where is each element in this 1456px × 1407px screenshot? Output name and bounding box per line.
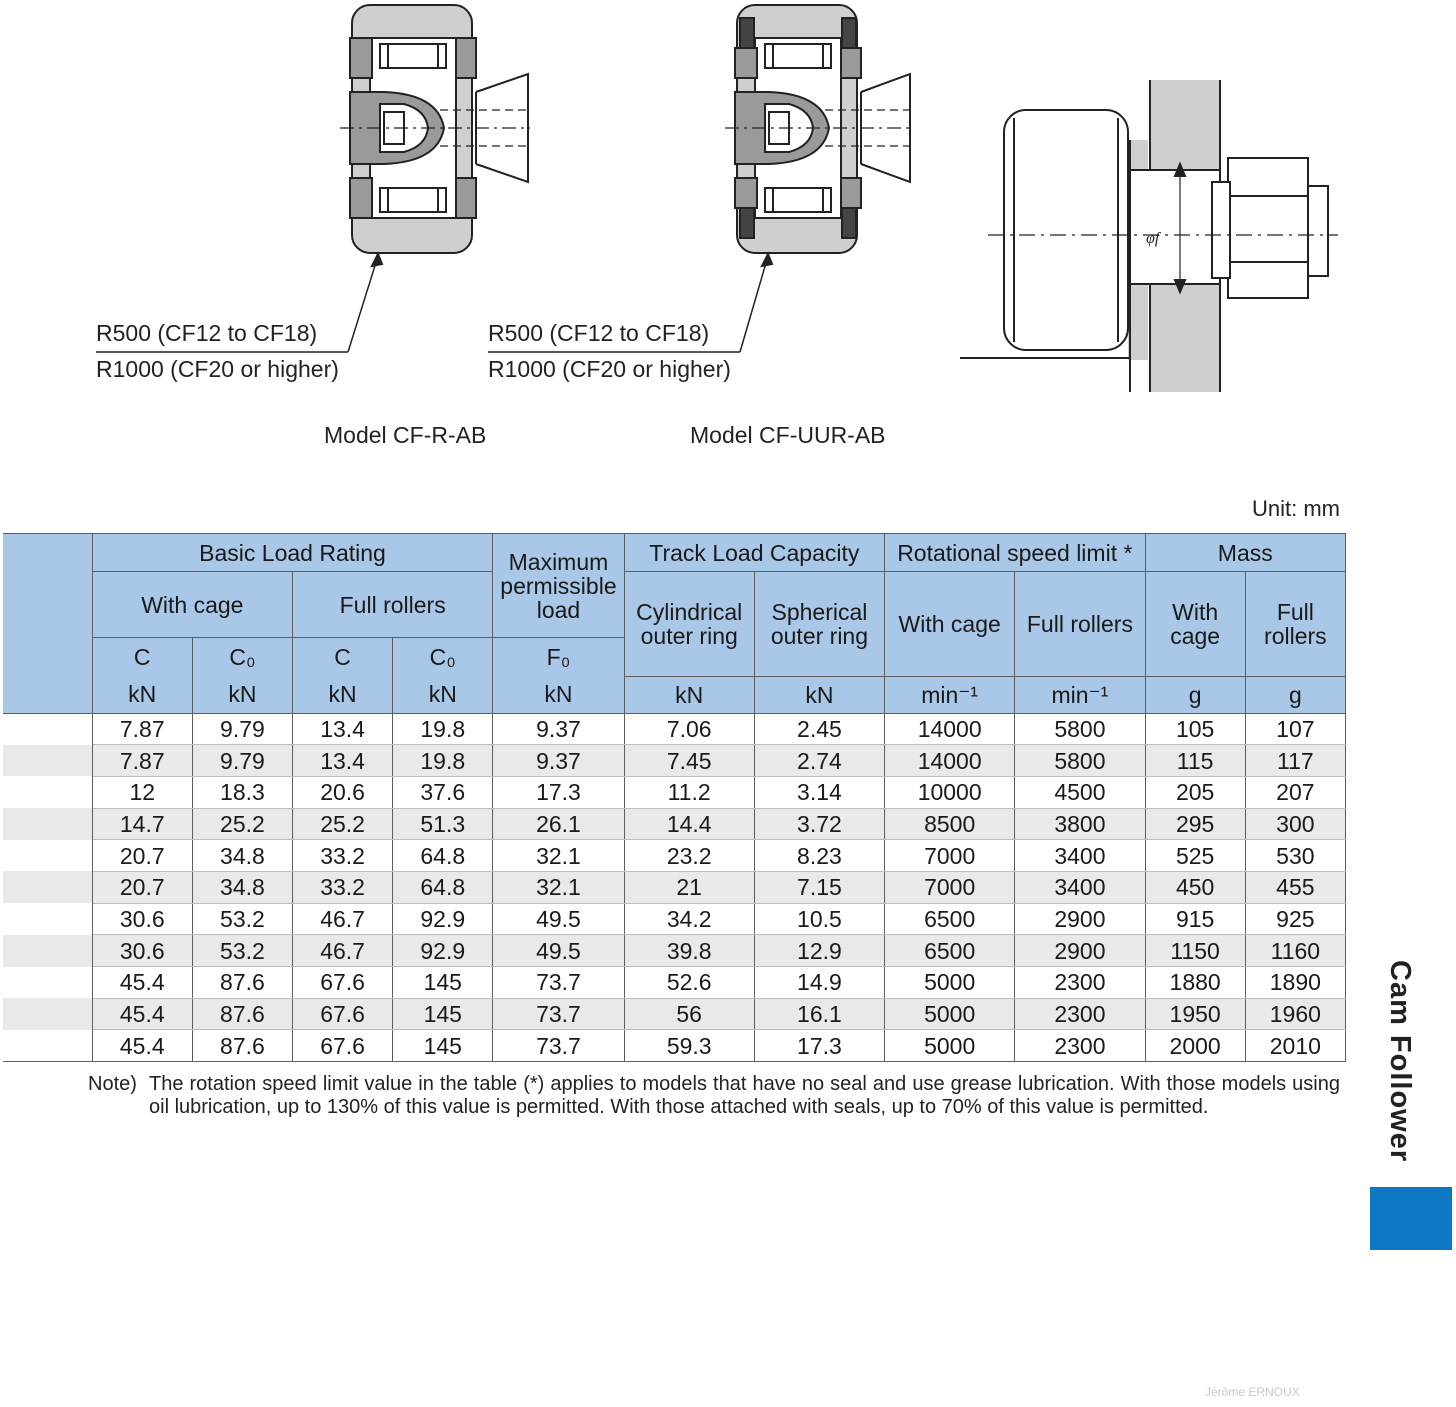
- table-cell: 17.3: [493, 776, 624, 808]
- header-speed-full-rollers: Full rollers: [1015, 572, 1145, 677]
- left-radius-line1: R500 (CF12 to CF18): [96, 320, 318, 346]
- table-cell: 45.4: [92, 998, 192, 1030]
- table-cell: 73.7: [493, 998, 624, 1030]
- table-cell: 19.8: [393, 713, 493, 745]
- table-cell: 10000: [885, 776, 1015, 808]
- table-header: [3, 534, 1346, 714]
- table-cell: 37.6: [393, 776, 493, 808]
- table-cell: 145: [393, 1030, 493, 1062]
- table-cell: 25.2: [293, 808, 393, 840]
- table-cell: 295: [1145, 808, 1245, 840]
- table-cell: 53.2: [192, 935, 292, 967]
- unit-kn: kN: [624, 676, 754, 713]
- table-cell: 14000: [885, 713, 1015, 745]
- table-cell: 10.5: [754, 903, 884, 935]
- table-cell: 115: [1145, 745, 1245, 777]
- bearing-drawings: [0, 0, 1456, 470]
- table-row: [3, 745, 1346, 777]
- table-cell: 45.4: [92, 967, 192, 999]
- table-cell: 7000: [885, 871, 1015, 903]
- table-cell: 3.14: [754, 776, 884, 808]
- header-cylindrical-outer-ring: Cylindrical outer ring: [624, 572, 754, 677]
- table-cell: 7.15: [754, 871, 884, 903]
- table-cell: 32.1: [493, 840, 624, 872]
- table-cell: 5000: [885, 1030, 1015, 1062]
- table-cell: 73.7: [493, 1030, 624, 1062]
- table-cell: 56: [624, 998, 754, 1030]
- unit-kn: kN: [92, 676, 192, 713]
- table-cell: 67.6: [293, 998, 393, 1030]
- header-max-permissible-load: Maximum permissible load: [493, 534, 624, 638]
- model-cell: [3, 903, 92, 935]
- table-cell: 7.87: [92, 745, 192, 777]
- table-cell: 45.4: [92, 1030, 192, 1062]
- table-cell: 20.7: [92, 840, 192, 872]
- table-cell: 14.7: [92, 808, 192, 840]
- table-cell: 2300: [1015, 967, 1145, 999]
- unit-rpm: min⁻¹: [885, 676, 1015, 713]
- table-row: [3, 871, 1346, 903]
- header-full-rollers: Full rollers: [293, 572, 493, 638]
- table-cell: 52.6: [624, 967, 754, 999]
- table-cell: 92.9: [393, 935, 493, 967]
- table-row: [3, 935, 1346, 967]
- table-row: [3, 776, 1346, 808]
- model-cell: [3, 776, 92, 808]
- model-cell: [3, 871, 92, 903]
- table-cell: 1160: [1245, 935, 1345, 967]
- table-cell: 207: [1245, 776, 1345, 808]
- table-cell: 14.9: [754, 967, 884, 999]
- header-mass: Mass: [1145, 534, 1345, 572]
- section-title-vertical: Cam Follower: [1384, 960, 1416, 1163]
- table-cell: 12: [92, 776, 192, 808]
- cf-r-ab-drawing: [96, 5, 530, 352]
- table-cell: 53.2: [192, 903, 292, 935]
- unit-rpm: min⁻¹: [1015, 676, 1145, 713]
- table-cell: 7.45: [624, 745, 754, 777]
- table-cell: 1950: [1145, 998, 1245, 1030]
- table-cell: 5000: [885, 967, 1015, 999]
- middle-radius-line2: R1000 (CF20 or higher): [488, 356, 731, 382]
- header-track-load-capacity: Track Load Capacity: [624, 534, 884, 572]
- header-spherical-outer-ring: Spherical outer ring: [754, 572, 884, 677]
- header-blank: [3, 534, 92, 714]
- table-cell: 14000: [885, 745, 1015, 777]
- table-cell: 30.6: [92, 903, 192, 935]
- table-cell: 87.6: [192, 1030, 292, 1062]
- table-cell: 16.1: [754, 998, 884, 1030]
- footnote-label: Note): [88, 1073, 137, 1095]
- unit-gram: g: [1145, 676, 1245, 713]
- section-tab-marker: [1370, 1187, 1452, 1250]
- table-cell: 11.2: [624, 776, 754, 808]
- table-cell: 33.2: [293, 871, 393, 903]
- table-cell: 34.2: [624, 903, 754, 935]
- table-cell: 34.8: [192, 840, 292, 872]
- table-cell: 5800: [1015, 713, 1145, 745]
- model-cell: [3, 745, 92, 777]
- unit-kn: kN: [192, 676, 292, 713]
- table-cell: 7.06: [624, 713, 754, 745]
- table-cell: 1880: [1145, 967, 1245, 999]
- table-cell: 2300: [1015, 998, 1145, 1030]
- table-cell: 1150: [1145, 935, 1245, 967]
- drawing-area: [0, 0, 1456, 470]
- table-cell: 4500: [1015, 776, 1145, 808]
- table-row: [3, 998, 1346, 1030]
- table-cell: 32.1: [493, 871, 624, 903]
- table-cell: 2300: [1015, 1030, 1145, 1062]
- table-row: [3, 808, 1346, 840]
- table-cell: 2.45: [754, 713, 884, 745]
- model-cell: [3, 935, 92, 967]
- watermark: Jérôme ERNOUX: [1205, 1385, 1300, 1399]
- table-row: [3, 713, 1346, 745]
- mounting-drawing: [960, 80, 1338, 392]
- table-cell: 20.6: [293, 776, 393, 808]
- table-cell: 18.3: [192, 776, 292, 808]
- table-cell: 59.3: [624, 1030, 754, 1062]
- model-cell: [3, 713, 92, 745]
- table-cell: 5000: [885, 998, 1015, 1030]
- table-cell: 7.87: [92, 713, 192, 745]
- unit-label: Unit: mm: [1252, 496, 1340, 521]
- table-cell: 1960: [1245, 998, 1345, 1030]
- table-cell: 46.7: [293, 935, 393, 967]
- table-cell: 145: [393, 998, 493, 1030]
- table-cell: 2900: [1015, 903, 1145, 935]
- unit-kn: kN: [293, 676, 393, 713]
- table-cell: 105: [1145, 713, 1245, 745]
- table-cell: 13.4: [293, 713, 393, 745]
- left-model-caption: Model CF-R-AB: [324, 422, 487, 448]
- model-cell: [3, 840, 92, 872]
- table-row: [3, 903, 1346, 935]
- table-cell: 49.5: [493, 903, 624, 935]
- model-cell: [3, 808, 92, 840]
- left-radius-line2: R1000 (CF20 or higher): [96, 356, 339, 382]
- table-cell: 39.8: [624, 935, 754, 967]
- table-cell: 145: [393, 967, 493, 999]
- table-cell: 2000: [1145, 1030, 1245, 1062]
- table-cell: 5800: [1015, 745, 1145, 777]
- symbol-c0-full: C₀: [393, 638, 493, 677]
- table-cell: 9.79: [192, 745, 292, 777]
- model-cell: [3, 967, 92, 999]
- table-cell: 51.3: [393, 808, 493, 840]
- table-cell: 9.79: [192, 713, 292, 745]
- table-cell: 3.72: [754, 808, 884, 840]
- table-cell: 21: [624, 871, 754, 903]
- table-cell: 530: [1245, 840, 1345, 872]
- table-cell: 14.4: [624, 808, 754, 840]
- table-cell: 64.8: [393, 871, 493, 903]
- table-cell: 6500: [885, 935, 1015, 967]
- table-cell: 34.8: [192, 871, 292, 903]
- table-cell: 87.6: [192, 967, 292, 999]
- table-cell: 67.6: [293, 1030, 393, 1062]
- table-cell: 25.2: [192, 808, 292, 840]
- unit-kn: kN: [493, 676, 624, 713]
- header-mass-full-rollers: Full rollers: [1245, 572, 1345, 677]
- table-cell: 455: [1245, 871, 1345, 903]
- table-row: [3, 840, 1346, 872]
- header-with-cage: With cage: [92, 572, 292, 638]
- model-cell: [3, 1030, 92, 1062]
- table-cell: 20.7: [92, 871, 192, 903]
- symbol-c-cage: C: [92, 638, 192, 677]
- unit-gram: g: [1245, 676, 1345, 713]
- symbol-f0: F₀: [493, 638, 624, 677]
- table-cell: 17.3: [754, 1030, 884, 1062]
- table-cell: 46.7: [293, 903, 393, 935]
- table-cell: 49.5: [493, 935, 624, 967]
- table-cell: 12.9: [754, 935, 884, 967]
- table-cell: 73.7: [493, 967, 624, 999]
- specification-table: [3, 533, 1346, 1062]
- unit-kn: kN: [393, 676, 493, 713]
- dimension-label: φf: [1146, 230, 1160, 247]
- table-cell: 205: [1145, 776, 1245, 808]
- model-cell: [3, 998, 92, 1030]
- table-cell: 6500: [885, 903, 1015, 935]
- table-cell: 7000: [885, 840, 1015, 872]
- table-cell: 300: [1245, 808, 1345, 840]
- table-cell: 19.8: [393, 745, 493, 777]
- symbol-c-full: C: [293, 638, 393, 677]
- table-cell: 9.37: [493, 745, 624, 777]
- table-cell: 3400: [1015, 840, 1145, 872]
- footnote: [88, 1073, 1340, 1119]
- table-cell: 92.9: [393, 903, 493, 935]
- table-cell: 9.37: [493, 713, 624, 745]
- table-cell: 915: [1145, 903, 1245, 935]
- middle-model-caption: Model CF-UUR-AB: [690, 422, 886, 448]
- unit-kn: kN: [754, 676, 884, 713]
- table-cell: 3400: [1015, 871, 1145, 903]
- table-row: [3, 1030, 1346, 1062]
- header-mass-with-cage: With cage: [1145, 572, 1245, 677]
- table-cell: 2900: [1015, 935, 1145, 967]
- table-cell: 13.4: [293, 745, 393, 777]
- middle-radius-line1: R500 (CF12 to CF18): [488, 320, 710, 346]
- table-cell: 3800: [1015, 808, 1145, 840]
- table-cell: 107: [1245, 713, 1345, 745]
- table-body: [3, 713, 1346, 1062]
- table-cell: 64.8: [393, 840, 493, 872]
- table-cell: 87.6: [192, 998, 292, 1030]
- header-rotational-speed-limit: Rotational speed limit *: [885, 534, 1145, 572]
- table-cell: 2.74: [754, 745, 884, 777]
- table-row: [3, 967, 1346, 999]
- table-cell: 23.2: [624, 840, 754, 872]
- table-cell: 117: [1245, 745, 1345, 777]
- table-cell: 8.23: [754, 840, 884, 872]
- table-cell: 525: [1145, 840, 1245, 872]
- table-cell: 1890: [1245, 967, 1345, 999]
- table-cell: 67.6: [293, 967, 393, 999]
- header-speed-with-cage: With cage: [885, 572, 1015, 677]
- footnote-text: The rotation speed limit value in the table (*) applies to models that have no seal and use grease lubrication. With those models using oil lubrication, up to 130% of this value is permitted. With those attached with seals, up to 70% of this value is permitted.: [149, 1073, 1340, 1118]
- symbol-c0-cage: C₀: [192, 638, 292, 677]
- table-cell: 8500: [885, 808, 1015, 840]
- table-cell: 33.2: [293, 840, 393, 872]
- table-cell: 450: [1145, 871, 1245, 903]
- cf-uur-ab-drawing: [488, 5, 912, 352]
- table-cell: 2010: [1245, 1030, 1345, 1062]
- header-basic-load-rating: Basic Load Rating: [92, 534, 493, 572]
- table-cell: 26.1: [493, 808, 624, 840]
- table-cell: 925: [1245, 903, 1345, 935]
- table-cell: 30.6: [92, 935, 192, 967]
